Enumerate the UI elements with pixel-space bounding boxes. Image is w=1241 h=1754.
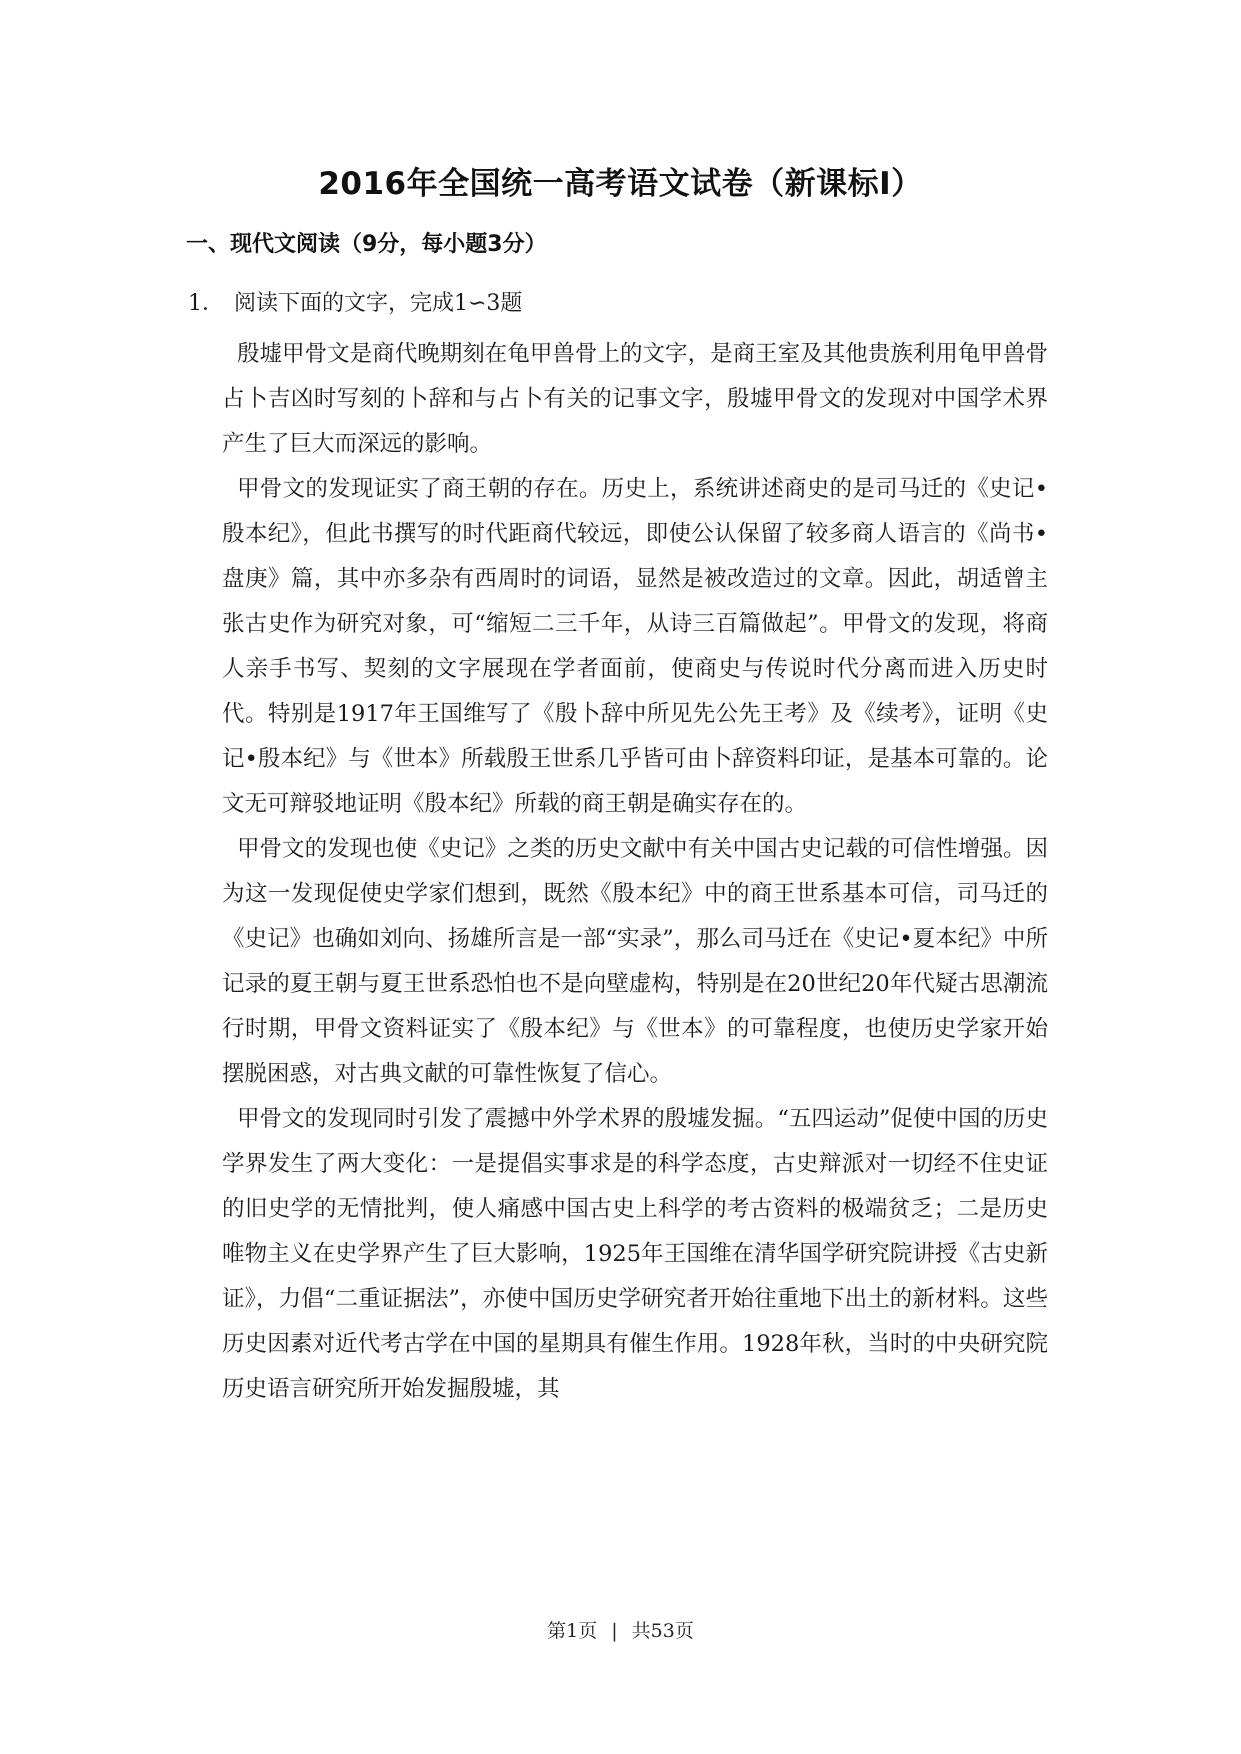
reading-passage (222, 332, 1048, 1412)
total-pages: 共53页 (631, 1620, 694, 1642)
page-footer (0, 1616, 1241, 1643)
passage-paragraph: 甲骨文的发现同时引发了震撼中外学术界的殷墟发掘。“五四运动”促使中国的历史学界发生了两大变化：一是提倡实事求是的科学态度，古史辩派对一切经不住史证的旧史学的无情批判，使人痛感中国古史上科学的考古资料的极端贫乏；二是历史唯物主义在史学界产生了巨大影响，1925年王国维在清华国学研究院讲授《古史新证》，力倡“二重证据法”，亦使中国历史学研究者开始往重地下出土的新材料。这些历史因素对近代考古学在中国的星期具有催生作用。1928年秋，当时的中央研究院历史语言研究所开始发掘殷墟，其 (222, 1106, 1048, 1402)
exam-title: 2016年全国统一高考语文试卷（新课标Ⅰ） (318, 166, 923, 202)
passage-paragraph: 甲骨文的发现证实了商王朝的存在。历史上，系统讲述商史的是司马迁的《史记•殷本纪》，但此书撰写的时代距商代较远，即使公认保留了较多商人语言的《尚书•盘庚》篇，其中亦多杂有西周时的词语，显然是被改造过的文章。因此，胡适曾主张古史作为研究对象，可“缩短二三千年，从诗三百篇做起”。甲骨文的发现，将商人亲手书写、契刻的文字展现在学者面前，使商史与传说时代分离而进入历史时代。特别是1917年王国维写了《殷卜辞中所见先公先王考》及《续考》，证明《史记•殷本纪》与《世本》所载殷王世系几乎皆可由卜辞资料印证，是基本可靠的。论文无可辩驳地证明《殷本纪》所载的商王朝是确实存在的。 (222, 476, 1048, 817)
section-heading: 一、现代文阅读（9分，每小题3分） (186, 232, 547, 257)
question-prompt (188, 286, 522, 317)
footer-separator: | (611, 1620, 618, 1642)
page-number: 第1页 (547, 1620, 598, 1642)
passage-paragraph: 甲骨文的发现也使《史记》之类的历史文献中有关中国古史记载的可信性增强。因为这一发现促使史学家们想到，既然《殷本纪》中的商王世系基本可信，司马迁的《史记》也确如刘向、扬雄所言是一部“实录”，那么司马迁在《史记•夏本纪》中所记录的夏王朝与夏王世系恐怕也不是向壁虚构，特别是在20世纪20年代疑古思潮流行时期，甲骨文资料证实了《殷本纪》与《世本》的可靠程度，也使历史学家开始摆脱困惑，对古典文献的可靠性恢复了信心。 (222, 836, 1048, 1087)
passage-paragraph: 殷墟甲骨文是商代晚期刻在龟甲兽骨上的文字，是商王室及其他贵族利用龟甲兽骨占卜吉凶时写刻的卜辞和与占卜有关的记事文字，殷墟甲骨文的发现对中国学术界产生了巨大而深远的影响。 (222, 341, 1048, 457)
question-number: 1． (188, 291, 224, 316)
question-text: 阅读下面的文字，完成1∽3题 (234, 291, 523, 316)
